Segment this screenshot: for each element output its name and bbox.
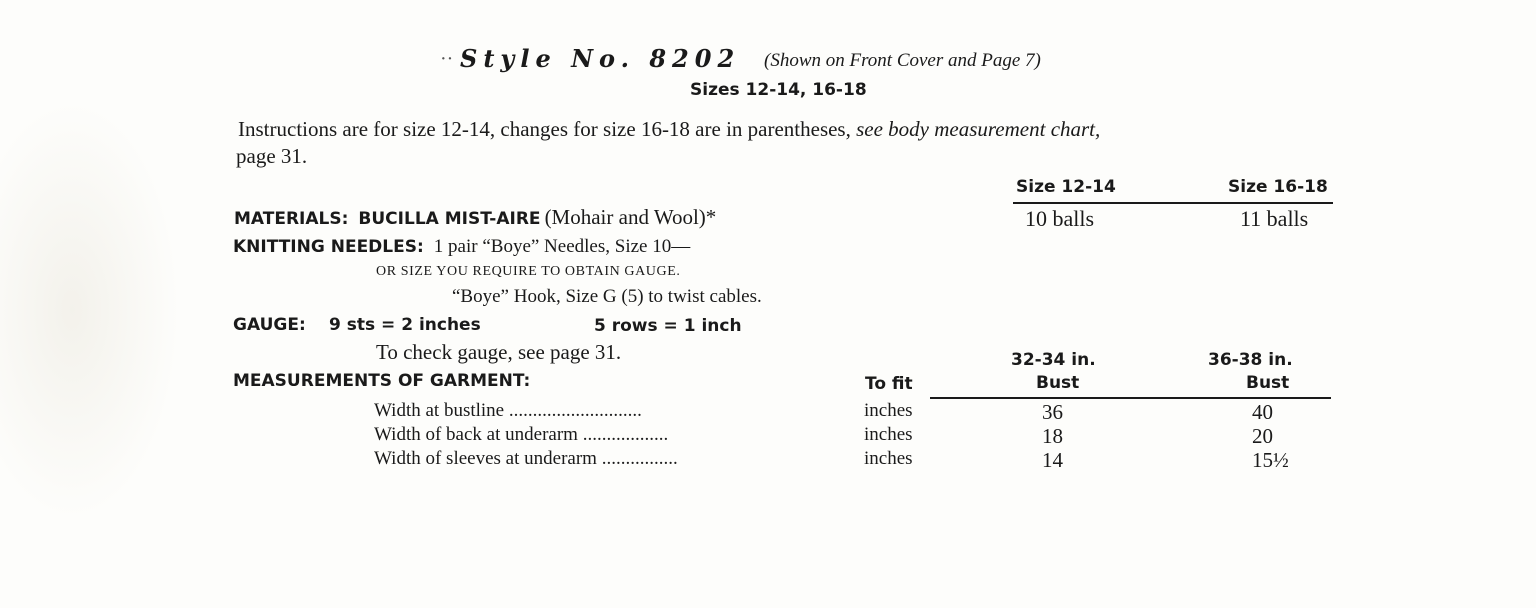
needles-hook-line: “Boye” Hook, Size G (5) to twist cables. <box>452 286 762 307</box>
bust-header-large-top: 36-38 in. <box>1208 350 1293 370</box>
bust-header-small-top: 32-34 in. <box>1011 350 1096 370</box>
measurement-label: Width of sleeves at underarm <box>374 448 597 469</box>
intro-line-2: page 31. <box>236 144 308 168</box>
intro-chart-reference: see body measurement chart, <box>856 117 1101 141</box>
yarn-description: (Mohair and Wool)* <box>544 205 717 229</box>
intro-text: Instructions are for size 12-14, changes for size 16-18 are in parentheses, <box>238 117 851 141</box>
measurement-value-large: 40 <box>1252 400 1273 424</box>
needles-gauge-note: OR SIZE YOU REQUIRE TO OBTAIN GAUGE. <box>376 264 681 279</box>
gauge-stitches: 9 sts = 2 inches <box>329 315 481 335</box>
size-header-large: Size 16-18 <box>1228 177 1328 197</box>
page-shading <box>0 100 180 520</box>
needles-label: KNITTING NEEDLES: <box>233 237 424 257</box>
leader-dots: .................. <box>582 424 669 445</box>
needles-line-1: 1 pair “Boye” Needles, Size 10— <box>433 236 691 257</box>
measurement-unit: inches <box>864 400 913 421</box>
leader-dots: ............................ <box>508 400 642 421</box>
intro-line-1 <box>238 117 1100 142</box>
measurement-value-large: 15½ <box>1252 448 1289 472</box>
table-row <box>374 400 642 422</box>
gauge-label: GAUGE: <box>233 315 306 335</box>
measurement-value-large: 20 <box>1252 424 1273 448</box>
measurement-value-small: 18 <box>1042 424 1063 448</box>
bust-header-small-bottom: Bust <box>1036 373 1080 393</box>
style-number-title: Style No. 8202 <box>460 44 741 73</box>
table-row <box>374 448 678 470</box>
shown-on-note: (Shown on Front Cover and Page 7) <box>764 50 1041 71</box>
needles-row <box>233 236 690 258</box>
materials-row <box>234 205 716 230</box>
measurement-value-small: 14 <box>1042 448 1063 472</box>
yarn-brand: BUCILLA MIST-AIRE <box>358 209 541 229</box>
size-header-rule <box>1013 202 1333 204</box>
measurement-value-small: 36 <box>1042 400 1063 424</box>
table-row <box>374 424 668 446</box>
measurements-label: MEASUREMENTS OF GARMENT: <box>233 371 531 391</box>
to-fit-label: To fit <box>865 374 913 394</box>
measurement-unit: inches <box>864 448 913 469</box>
bust-header-large-bottom: Bust <box>1246 373 1290 393</box>
size-header-small: Size 12-14 <box>1016 177 1116 197</box>
measurement-label: Width of back at underarm <box>374 424 578 445</box>
measurement-label: Width at bustline <box>374 400 505 421</box>
quantity-large: 11 balls <box>1240 206 1309 231</box>
materials-label: MATERIALS: <box>234 209 349 229</box>
leader-dots: ................ <box>601 448 678 469</box>
measurements-header-rule <box>930 397 1331 399</box>
leader-dots: ·· <box>440 48 454 70</box>
sizes-heading: Sizes 12-14, 16-18 <box>690 80 867 100</box>
quantity-small: 10 balls <box>1025 206 1095 231</box>
gauge-check-note: To check gauge, see page 31. <box>376 340 622 364</box>
measurement-unit: inches <box>864 424 913 445</box>
gauge-rows: 5 rows = 1 inch <box>594 316 742 336</box>
